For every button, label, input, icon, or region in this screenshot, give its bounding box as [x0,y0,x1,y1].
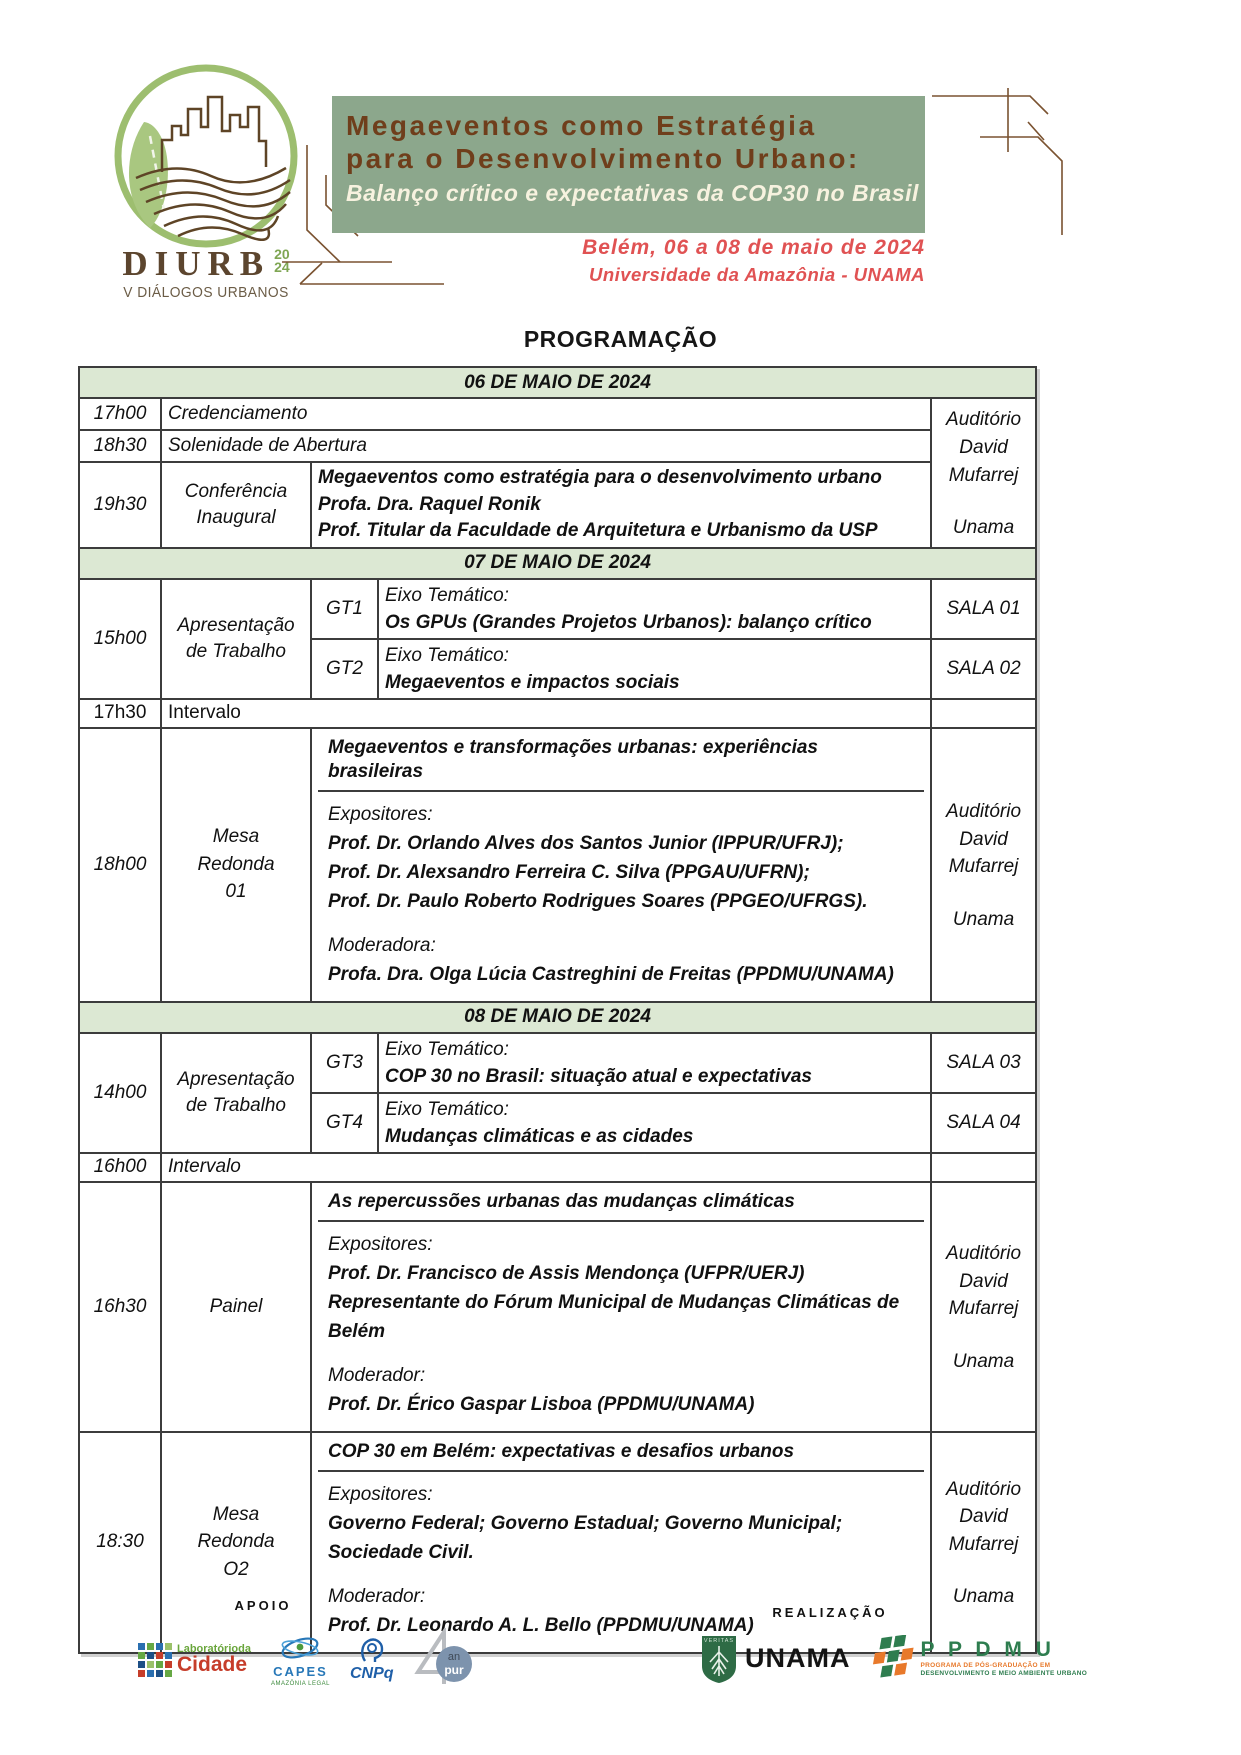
gt-topic-cell: Eixo Temático: Megaeventos e impactos sociais [378,639,931,699]
brand-subtitle: V DIÁLOGOS URBANOS [123,284,289,301]
activity-type-cell: Apresentação de Trabalho [161,1033,311,1153]
table-row [79,728,1036,1002]
brand-name: DIURB [122,244,271,283]
time-cell: 18h00 [79,728,161,1002]
unama-logo: VERITAS UNAMA [700,1632,851,1684]
anpur-logo [414,1628,476,1691]
day2-header: 07 DE MAIO DE 2024 [79,548,1036,579]
session-title: Megaeventos e transformações urbanas: experiências brasileiras [318,731,924,792]
svg-text:an: an [447,1651,460,1663]
conference-content-cell: Megaeventos como estratégia para o desenvolvimento urbano Profa. Dra. Raquel Ronik Prof. Titular da Faculdade de Arquitetura e Urbanismo da USP [311,462,931,548]
session-title: As repercussões urbanas das mudanças climáticas [318,1185,924,1222]
gt-code-cell: GT3 [311,1033,378,1093]
room-cell: SALA 03 [931,1033,1036,1093]
schedule-table [78,366,1037,1654]
gt-topic-cell: Eixo Temático: Os GPUs (Grandes Projetos Urbanos): balanço crítico [378,579,931,639]
venue-cell: Auditório David Mufarrej Unama [931,398,1036,548]
activity-cell: Credenciamento [161,398,931,430]
time-cell: 18:30 [79,1432,161,1653]
capes-logo: CAPES AMAZÔNIA LEGAL [271,1633,330,1687]
svg-text:VERITAS: VERITAS [703,1638,735,1644]
diurb-wordmark [96,246,316,301]
table-row [79,699,1036,728]
session-details: Expositores: Prof. Dr. Francisco de Assis Mendonça (UFPR/UERJ) Representante do Fórum Municipal de Mudanças Climáticas de Belém Moderador: Prof. Dr. Érico Gaspar Lisboa (PPDMU/UNAMA) [328,1233,900,1415]
page-title: PROGRAMAÇÃO [523,326,718,352]
venue-cell: Auditório David Mufarrej Unama [931,1182,1036,1432]
gt-code-cell: GT4 [311,1093,378,1153]
apoio-logos [138,1628,476,1691]
diamond-leaf-icon [865,1635,915,1681]
activity-type-cell: Painel [161,1182,311,1432]
day3-header-row [79,1002,1036,1033]
banner-title: Megaeventos como Estratégia para o Desenvolvimento Urbano: [346,110,860,175]
apoio-label: APOIO [234,1598,292,1613]
brand-year: 20 24 [274,246,290,276]
time-cell: 16h30 [79,1182,161,1432]
day2-header-row [79,548,1036,579]
unama-shield-icon [700,1632,738,1684]
event-meta [500,236,925,286]
session-details: Expositores: Governo Federal; Governo Estadual; Governo Municipal; Sociedade Civil. Moderador: Prof. Dr. Leonardo A. L. Bello (PPDMU/UNAMA) [328,1483,843,1636]
time-cell: 19h30 [79,462,161,548]
realizacao-label: REALIZAÇÃO [772,1605,888,1620]
laboratorio-cidade-logo: Laboratórioda Cidade [138,1643,251,1677]
interval-cell: Intervalo [161,699,931,728]
table-row [79,398,1036,430]
interval-cell: Intervalo [161,1153,931,1182]
session-content-cell [311,728,931,1002]
gt-code-cell: GT2 [311,639,378,699]
time-cell: 14h00 [79,1033,161,1153]
ppdmu-logo: P P D M U PROGRAMA DE PÓS-GRADUAÇÃO EM DESENVOLVIMENTO E MEIO AMBIENTE URBANO [865,1635,1088,1681]
event-date: Belém, 06 a 08 de maio de 2024 [582,236,925,259]
time-cell: 17h30 [79,699,161,728]
time-cell: 17h00 [79,398,161,430]
room-cell: SALA 02 [931,639,1036,699]
session-title: COP 30 em Belém: expectativas e desafios urbanos [318,1435,924,1472]
room-cell: SALA 04 [931,1093,1036,1153]
time-cell: 15h00 [79,579,161,699]
table-row [79,1033,1036,1093]
room-cell: SALA 01 [931,579,1036,639]
time-cell: 16h00 [79,1153,161,1182]
capes-swirl-icon [279,1633,321,1663]
day1-header: 06 DE MAIO DE 2024 [79,367,1036,398]
day1-header-row [79,367,1036,398]
time-cell: 18h30 [79,430,161,462]
activity-cell: Solenidade de Abertura [161,430,931,462]
table-row [79,1182,1036,1432]
gt-topic-cell: Eixo Temático: COP 30 no Brasil: situação atual e expectativas [378,1033,931,1093]
svg-text:pur: pur [443,1663,464,1677]
table-row [79,462,1036,548]
anpur-mark-icon [414,1628,476,1686]
city-skyline-icon [162,97,266,172]
city-grid-icon [138,1643,172,1677]
session-details: Expositores: Prof. Dr. Orlando Alves dos Santos Junior (IPPUR/UFRJ); Prof. Dr. Alexsandro Ferreira C. Silva (PPGAU/UFRN); Prof. Dr. Paulo Roberto Rodrigues Soares (PPGEO/UFRGS). Moderadora: Profa. Dra. Olga Lúcia Castreghini de Freitas (PPDMU/UNAMA) [328,803,894,985]
day3-header: 08 DE MAIO DE 2024 [79,1002,1036,1033]
activity-type-cell: Conferência Inaugural [161,462,311,548]
activity-type-cell: Apresentação de Trabalho [161,579,311,699]
event-banner [332,96,925,233]
empty-cell [931,699,1036,728]
banner-subtitle: Balanço crítico e expectativas da COP30 no Brasil [346,180,919,207]
activity-type-cell: Mesa Redonda O2 [161,1432,311,1653]
activity-type-cell: Mesa Redonda 01 [161,728,311,1002]
venue-cell: Auditório David Mufarrej Unama [931,1432,1036,1653]
empty-cell [931,1153,1036,1182]
head-profile-icon [359,1636,385,1664]
table-row [79,579,1036,639]
realizacao-logos [700,1632,1087,1684]
gt-code-cell: GT1 [311,579,378,639]
table-row [79,1153,1036,1182]
table-row [79,430,1036,462]
diurb-logo-icon [106,60,304,254]
session-content-cell [311,1182,931,1432]
cnpq-logo: CNPq [350,1636,394,1683]
gt-topic-cell: Eixo Temático: Mudanças climáticas e as cidades [378,1093,931,1153]
event-venue: Universidade da Amazônia - UNAMA [588,264,925,285]
venue-cell: Auditório David Mufarrej Unama [931,728,1036,1002]
